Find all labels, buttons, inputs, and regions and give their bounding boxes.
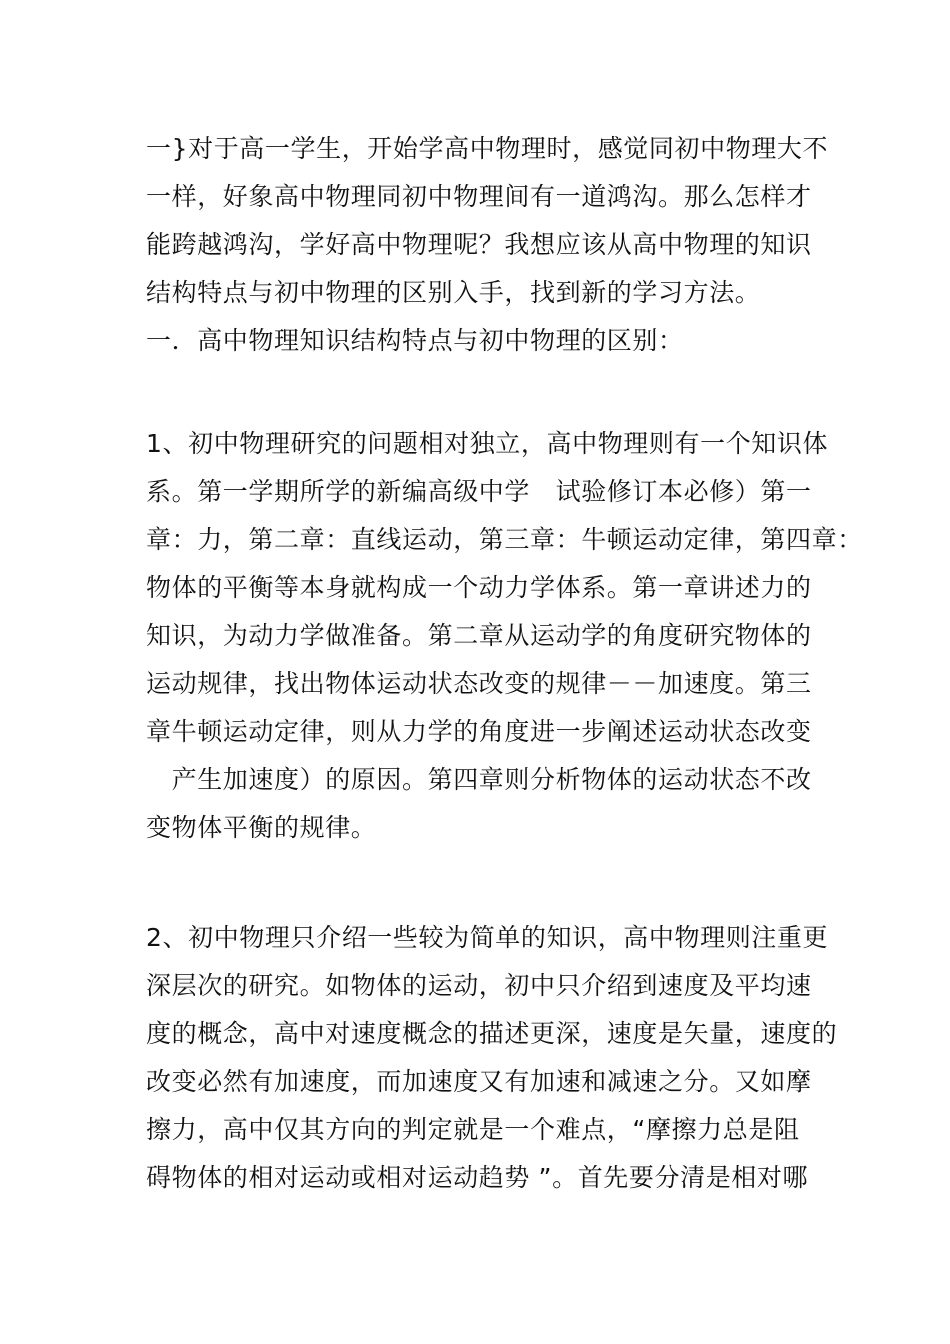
paragraph-line: 章：力，第二章：直线运动，第三章：牛顿运动定律，第四章： [146, 525, 863, 554]
paragraph-line: 章牛顿运动定律，则从力学的角度进一步阐述运动状态改变 [146, 717, 812, 746]
paragraph-line: 碍物体的相对运动或相对运动趋势 ”。首先要分清是相对哪 [146, 1163, 809, 1192]
paragraph-line: 度的概念，高中对速度概念的描述更深，速度是矢量，速度的 [146, 1019, 838, 1048]
intro-line: 结构特点与初中物理的区别入手，找到新的学习方法。 [146, 278, 761, 307]
intro-line: 能跨越鸿沟，学好高中物理呢？我想应该从高中物理的知识 [146, 230, 812, 259]
intro-line: 一}对于高一学生，开始学高中物理时，感觉同初中物理大不 [146, 134, 829, 163]
paragraph-2 [146, 914, 838, 1202]
paragraph-line: 2、初中物理只介绍一些较为简单的知识，高中物理则注重更 [146, 923, 829, 952]
paragraph-line: 系。第一学期所学的新编高级中学 试验修订本必修）第一 [146, 477, 812, 506]
paragraph-line: 产生加速度）的原因。第四章则分析物体的运动状态不改 [146, 765, 812, 794]
paragraph-line: 物体的平衡等本身就构成一个动力学体系。第一章讲述力的 [146, 573, 812, 602]
intro-paragraph [146, 125, 829, 365]
paragraph-line: 1、初中物理研究的问题相对独立，高中物理则有一个知识体 [146, 429, 829, 458]
paragraph-line: 改变必然有加速度，而加速度又有加速和减速之分。又如摩 [146, 1067, 812, 1096]
paragraph-line: 变物体平衡的规律。 [146, 813, 377, 842]
paragraph-line: 知识，为动力学做准备。第二章从运动学的角度研究物体的 [146, 621, 812, 650]
paragraph-line: 深层次的研究。如物体的运动，初中只介绍到速度及平均速 [146, 971, 812, 1000]
paragraph-line: 擦力，高中仅其方向的判定就是一个难点，“摩擦力总是阻 [146, 1115, 800, 1144]
section-heading: 一．高中物理知识结构特点与初中物理的区别： [146, 326, 684, 355]
paragraph-1 [146, 420, 863, 852]
paragraph-line: 运动规律，找出物体运动状态改变的规律－－加速度。第三 [146, 669, 812, 698]
intro-line: 一样，好象高中物理同初中物理间有一道鸿沟。那么怎样才 [146, 182, 812, 211]
